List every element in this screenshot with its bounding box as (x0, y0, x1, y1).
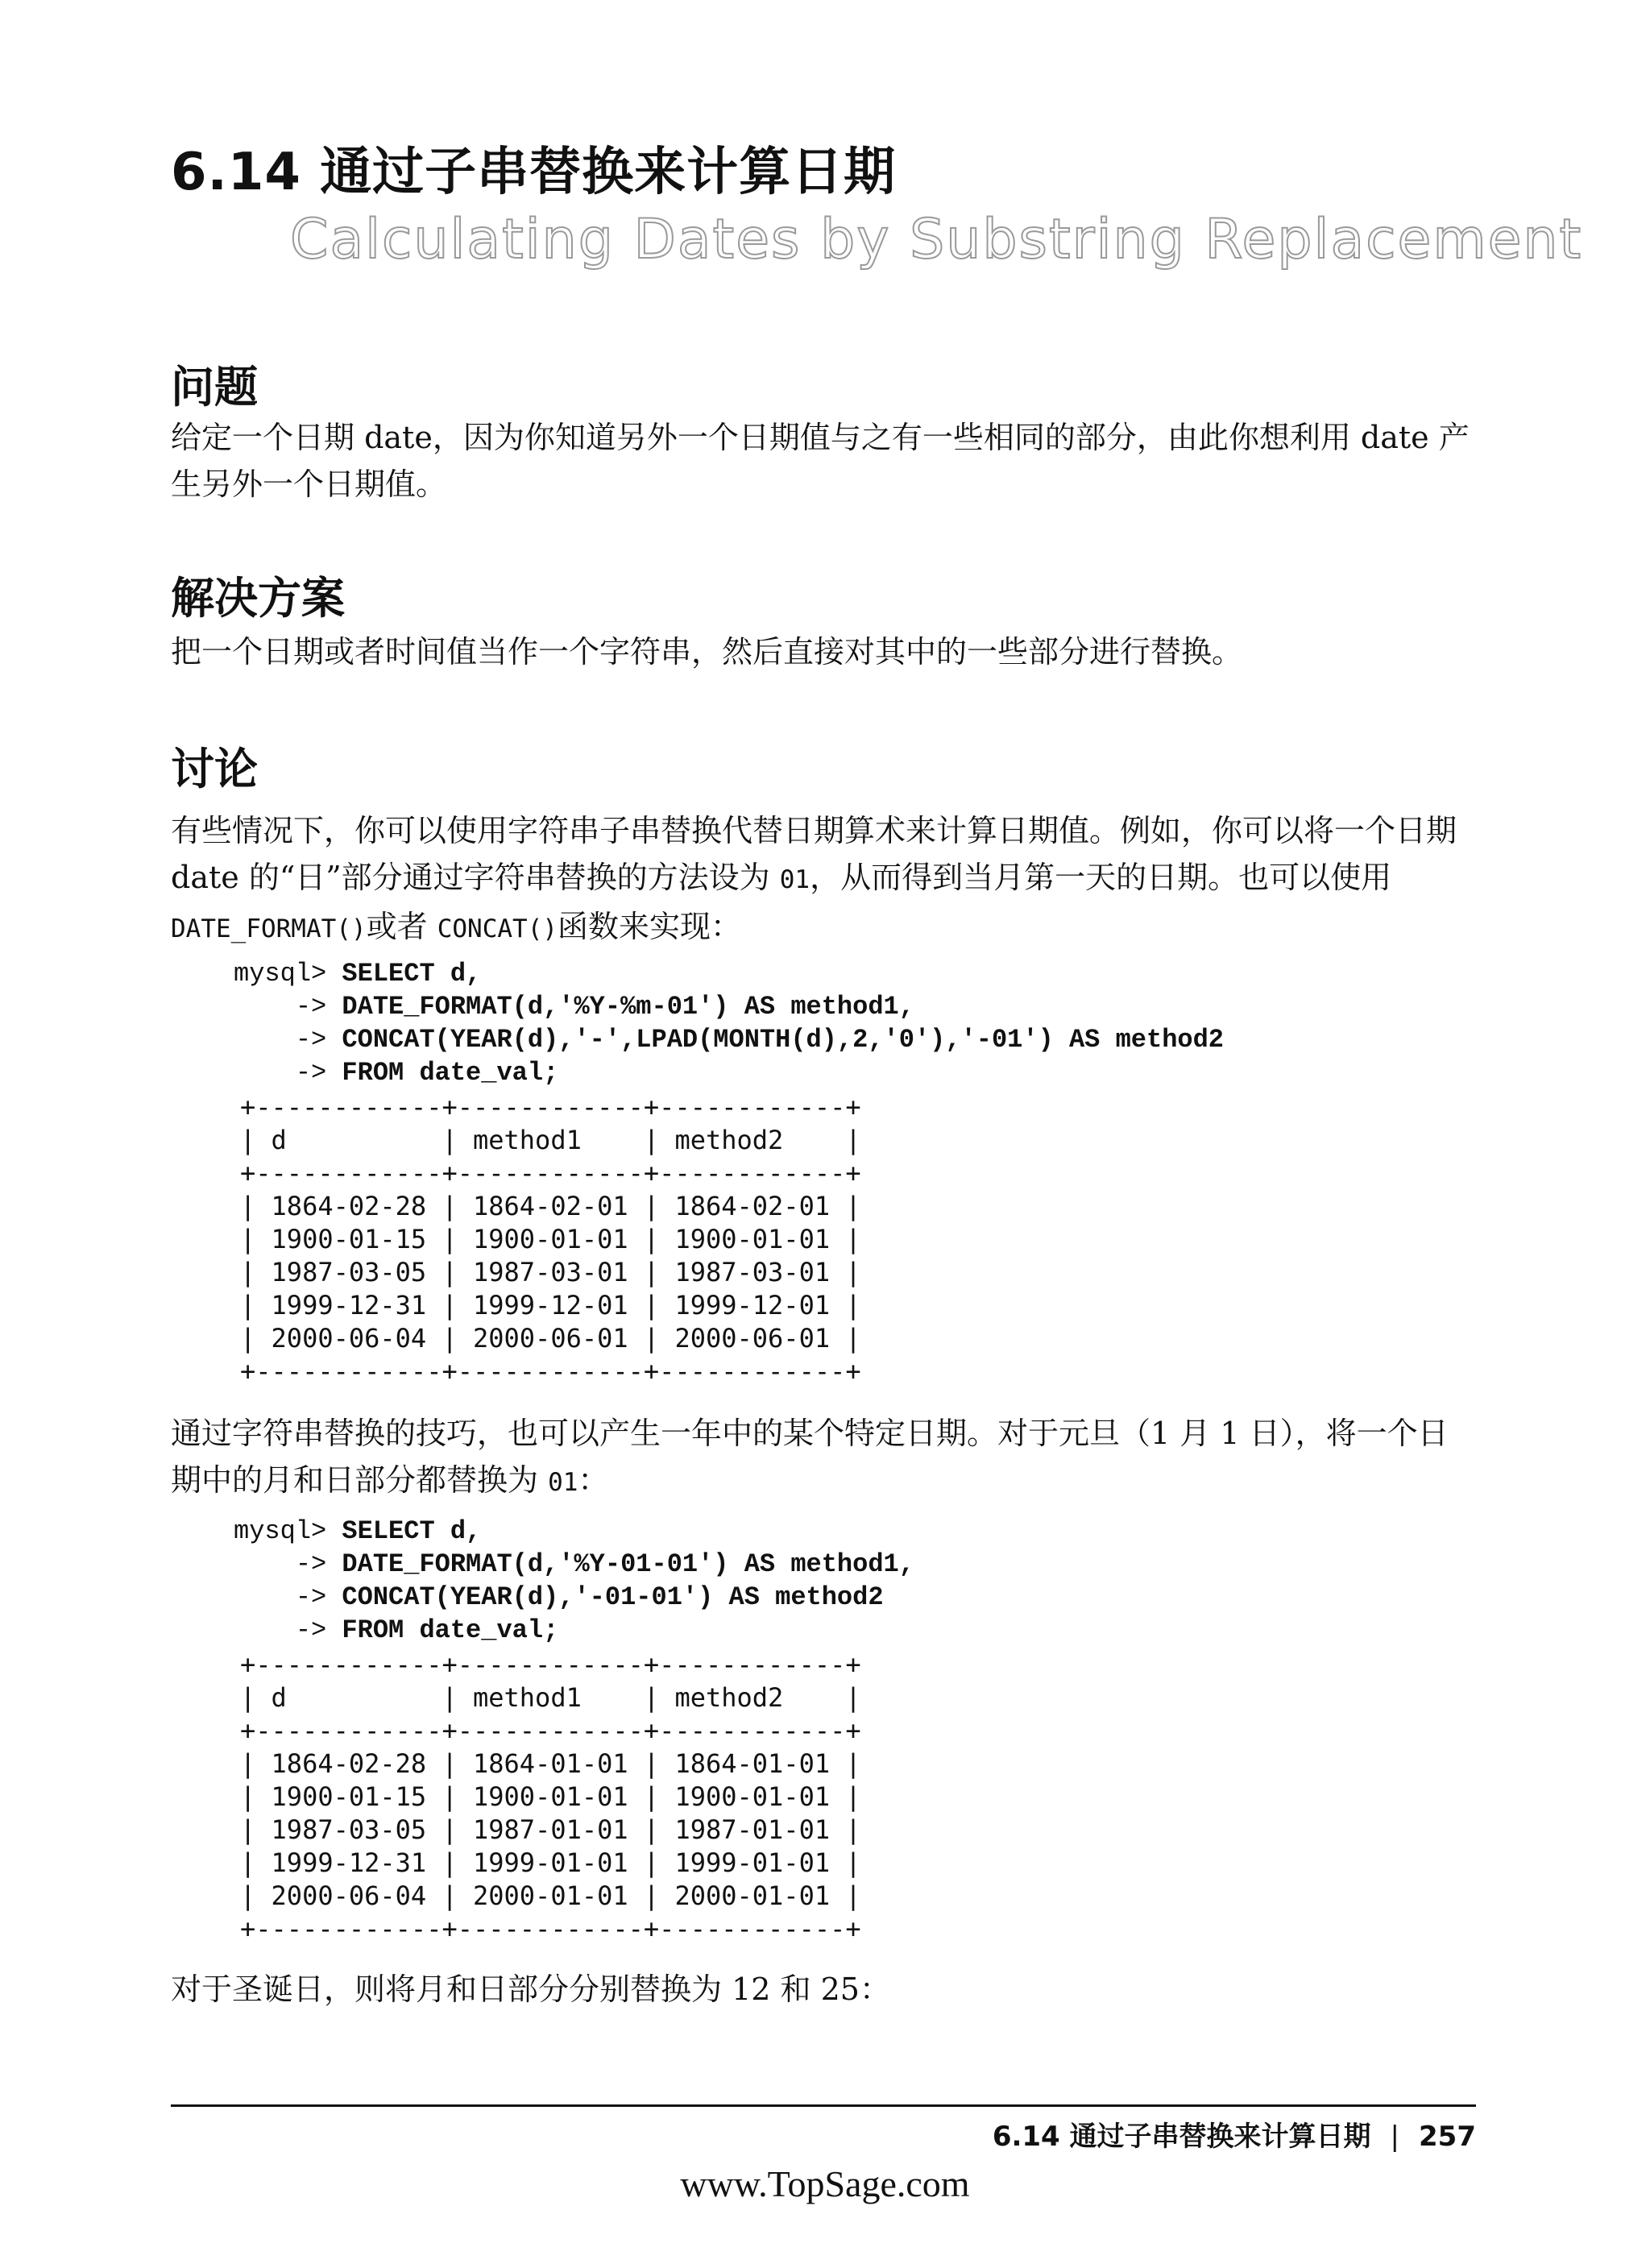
footer-section-title: 6.14 通过子串替换来计算日期 (992, 2121, 1371, 2153)
discussion-paragraph-1: 有些情况下，你可以使用字符串子串替换代替日期算术来计算日期值。例如，你可以将一个日期 date 的“日”部分通过字符串替换的方法设为 01，从而得到当月第一天的日期。也可以使用 DATE_FORMAT()或者 CONCAT()函数来实现： (171, 813, 1467, 944)
inline-code: 01 (548, 1468, 578, 1497)
page-number: 257 (1419, 2121, 1476, 2153)
section-subtitle: Calculating Dates by Substring Replacement (290, 208, 1583, 272)
site-watermark: www.TopSage.com (680, 2163, 970, 2204)
sql-query-2: mysql> SELECT d, -> DATE_FORMAT(d,'%Y-01-01') AS method1, -> CONCAT(YEAR(d),'-01-01') AS method2 -> FROM date_val; (234, 1516, 914, 1645)
footer-rule (171, 2104, 1476, 2107)
result-table-2: +------------+------------+------------+ | d | method1 | method2 | +------------+------------+------------+ | 1864-02-28 | 1864-01-01 | 1864-01-01 | | 1900-01-15 | 1900-01-01 | 1900-01-01 | | 1987-03-05 | 1987-01-01 | 1987-01-01 | | 1999-12-31 | 1999-01-01 | 1999-01-01 | | 2000-06-04 | 2000-01-01 | 2000-01-01 | +------------+------------+------------+ (240, 1649, 861, 1944)
solution-text: 把一个日期或者时间值当作一个字符串，然后直接对其中的一些部分进行替换。 (171, 634, 1243, 670)
running-footer (993, 2114, 1476, 2154)
discussion-paragraph-2: 通过字符串替换的技巧，也可以产生一年中的某个特定日期。对于元旦（1 月 1 日），将一个日期中的月和日部分都替换为 01： (171, 1416, 1449, 1498)
problem-heading: 问题 (171, 362, 258, 413)
solution-heading: 解决方案 (171, 573, 345, 624)
inline-code: DATE_FORMAT() (171, 914, 367, 943)
sql-query-1: mysql> SELECT d, -> DATE_FORMAT(d,'%Y-%m-01') AS method1, -> CONCAT(YEAR(d),'-',LPAD(MONTH(d),2,'0'),'-01') AS method2 -> FROM date_val; (234, 959, 1224, 1088)
inline-code: CONCAT() (437, 914, 558, 943)
section-title: 6.14 通过子串替换来计算日期 (171, 143, 897, 202)
footer-separator: | (1390, 2121, 1400, 2153)
problem-text: 给定一个日期 date，因为你知道另外一个日期值与之有一些相同的部分，由此你想利用 date 产生另外一个日期值。 (171, 420, 1470, 502)
discussion-paragraph-3: 对于圣诞日，则将月和日部分分别替换为 12 和 25： (171, 1972, 890, 2007)
discussion-heading: 讨论 (171, 744, 258, 794)
result-table-1: +------------+------------+------------+ | d | method1 | method2 | +------------+------------+------------+ | 1864-02-28 | 1864-02-01 | 1864-02-01 | | 1900-01-15 | 1900-01-01 | 1900-01-01 | | 1987-03-05 | 1987-03-01 | 1987-03-01 | | 1999-12-31 | 1999-12-01 | 1999-12-01 | | 2000-06-04 | 2000-06-01 | 2000-06-01 | +------------+------------+------------+ (240, 1092, 861, 1387)
inline-code: 01 (779, 865, 810, 894)
